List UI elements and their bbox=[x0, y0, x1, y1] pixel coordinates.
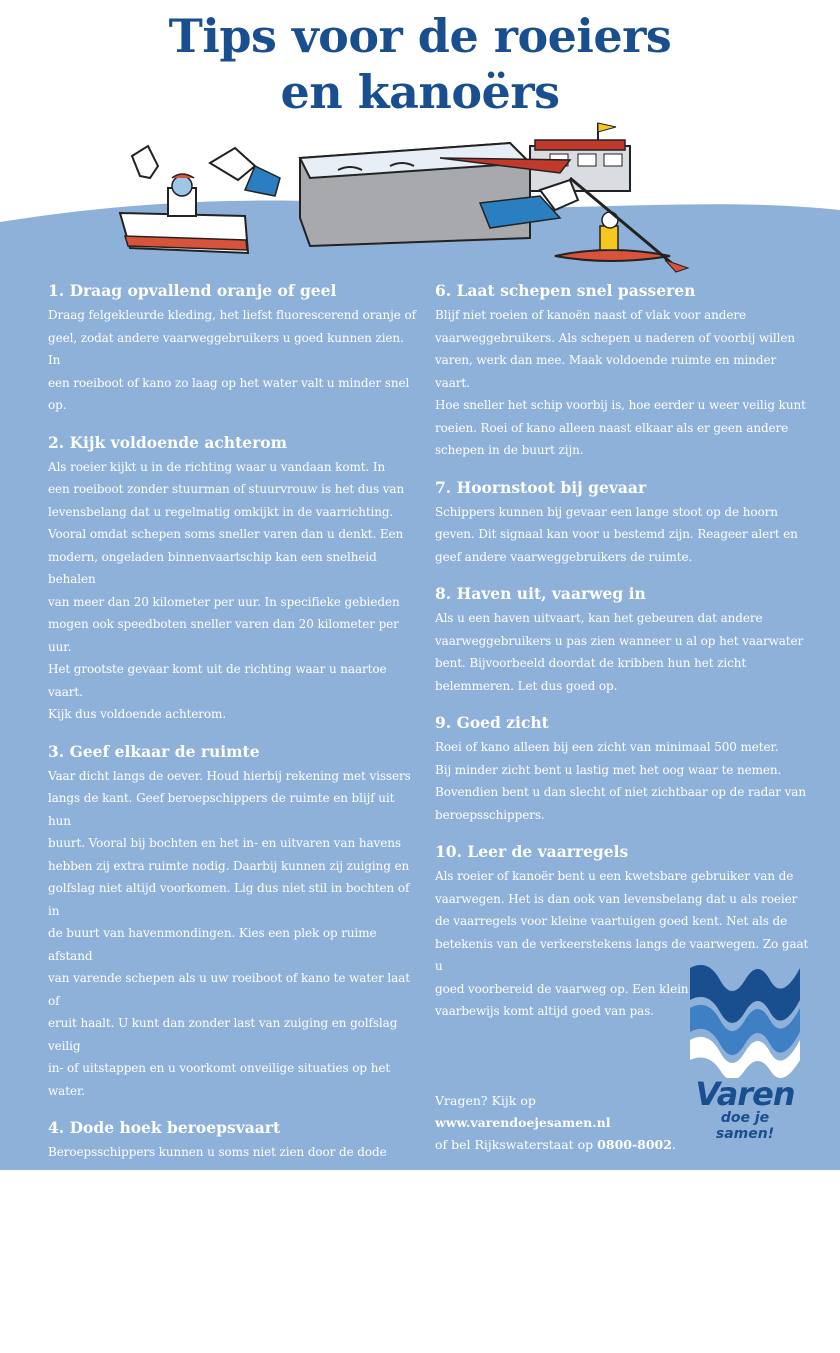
tip-line: Als roeier of kanoër bent u een kwetsbare gebruiker van de bbox=[435, 869, 794, 883]
tip-line: de vaarregels voor kleine vaartuigen goed kent. Net als de bbox=[435, 914, 788, 928]
tip-line: Beroepsschippers kunnen u soms niet zien door de dode bbox=[48, 1145, 387, 1159]
tip-heading: 10. Leer de vaarregels bbox=[435, 842, 629, 861]
tip-line: Het grootste gevaar komt uit de richting waar u naartoe vaart. bbox=[48, 662, 387, 699]
tip-section bbox=[435, 712, 810, 826]
tip-line: beroepsschippers. bbox=[435, 807, 545, 822]
tip-line: levensbelang dat u regelmatig omkijkt in de vaarrichting. bbox=[48, 504, 394, 519]
boats-illustration bbox=[110, 118, 710, 278]
tip-body bbox=[48, 1141, 418, 1254]
tip-line: Bij minder zicht bent u lastig met het oog waar te nemen. bbox=[435, 762, 782, 777]
tip-section bbox=[435, 280, 810, 462]
tip-line: golfslag niet altijd voorkomen. Lig dus niet stil in bochten of in bbox=[48, 881, 410, 918]
tip-heading: 7. Hoornstoot bij gevaar bbox=[435, 477, 647, 497]
tip-body bbox=[48, 456, 418, 726]
tip-heading: 4. Dode hoek beroepsvaart bbox=[48, 1118, 281, 1137]
tip-line: Kijk dus voldoende achterom. bbox=[48, 707, 227, 721]
tip-line: bent en wijk daar niet abrupt van af. bbox=[48, 1319, 267, 1333]
tips-right-column bbox=[435, 280, 810, 1038]
tip-heading: 2. Kijk voldoende achterom bbox=[48, 432, 287, 452]
tip-body bbox=[48, 304, 418, 417]
tip-line: modern, ongeladen binnenvaartschip kan een snelheid behalen bbox=[48, 549, 377, 586]
tip-line: Als u een haven uitvaart, kan het gebeuren dat andere bbox=[435, 611, 763, 625]
title-line-1: Tips voor de roeiers bbox=[168, 9, 672, 63]
tip-section bbox=[435, 583, 810, 697]
contact-info bbox=[435, 1090, 715, 1156]
tip-line: bent. Bijvoorbeeld doordat de kribben hun het zicht bbox=[435, 656, 747, 670]
tip-body bbox=[48, 1293, 418, 1338]
contact-line-1 bbox=[435, 1090, 715, 1134]
tip-line: Hoe sneller het schip voorbij is, hoe eerder u weer veilig kunt bbox=[435, 398, 806, 412]
tip-section bbox=[48, 1269, 418, 1338]
tip-line: mogen ook speedboten sneller varen dan 20 kilometer per uur. bbox=[48, 617, 399, 654]
tip-line: goed voorbereid de vaarweg op. Een klein bbox=[435, 981, 689, 996]
tip-heading: 3. Geef elkaar de ruimte bbox=[48, 741, 260, 761]
title-line-2: en kanoërs bbox=[280, 65, 560, 119]
tip-body bbox=[435, 736, 810, 826]
tip-section bbox=[48, 741, 418, 1103]
logo-word: Varen bbox=[695, 1075, 795, 1113]
logo-tagline: doe je samen! bbox=[715, 1110, 775, 1142]
tip-line: hebben zij extra ruimte nodig. Daarbij kunnen zij zuiging en bbox=[48, 858, 410, 873]
tip-line: Draag felgekleurde kleding, het liefst fluorescerend oranje of bbox=[48, 308, 416, 322]
tip-line: Roei of kano alleen bij een zicht van minimaal 500 meter. bbox=[435, 740, 779, 754]
tip-line: van meer dan 20 kilometer per uur. In specifieke gebieden bbox=[48, 594, 400, 609]
motorboat-icon bbox=[120, 146, 280, 253]
tip-line: roeien. Roei of kano alleen naast elkaar als er geen andere bbox=[435, 420, 789, 435]
tip-heading: 5. Duidelijke koers bbox=[48, 1269, 213, 1289]
tip-section bbox=[48, 280, 418, 417]
tip-line: van varende schepen als u uw roeiboot of kano te water laat of bbox=[48, 971, 410, 1008]
tip-line: eruit haalt. U kunt dan zonder last van zuiging en golfslag veilig bbox=[48, 1016, 398, 1053]
tip-line: langs de kant. Geef beroepschippers de ruimte en blijf uit hun bbox=[48, 791, 395, 828]
tip-line: betekenis van de verkeerstekens langs de vaarwegen. Zo gaat u bbox=[435, 936, 809, 973]
tip-line: vaarbewijs komt altijd goed van pas. bbox=[435, 1004, 654, 1018]
tip-line: Als roeier kijkt u in de richting waar u vandaan komt. In bbox=[48, 459, 386, 474]
tip-line: Blijf niet roeien of kanoën naast of vlak voor andere bbox=[435, 308, 746, 322]
tip-section bbox=[435, 477, 810, 569]
tip-line: een roeiboot zonder stuurman of stuurvrouw is het dus van bbox=[48, 482, 405, 496]
tip-line: in- of uitstappen en u voorkomt onveilige situaties op het water. bbox=[48, 1061, 391, 1098]
tip-line: vaarweggebruikers u pas zien wanneer u al op het vaarwater bbox=[435, 633, 804, 648]
tip-heading: 6. Laat schepen snel passeren bbox=[435, 281, 696, 300]
phone-number: 0800-8002 bbox=[597, 1137, 672, 1152]
contact-line-1-prefix: Vragen? Kijk op bbox=[435, 1093, 536, 1108]
tip-section bbox=[48, 432, 418, 726]
varen-logo bbox=[690, 960, 800, 1140]
tip-line: belemmeren. Let dus goed op. bbox=[435, 678, 618, 693]
tip-line: een roeiboot of kano zo laag op het water valt u minder snel op. bbox=[48, 375, 410, 412]
page-title bbox=[0, 8, 840, 120]
tip-line: Vooral omdat schepen soms sneller varen dan u denkt. Een bbox=[48, 527, 404, 541]
tip-body bbox=[435, 501, 810, 569]
tip-body bbox=[48, 765, 418, 1103]
tip-line: stuurhut van het schip kunt zien, kan de schipper u ook zien! bbox=[48, 1235, 415, 1249]
tip-line: Laat met uw koers en snelheid duidelijk zien wat u van plan bbox=[48, 1296, 408, 1311]
tip-line: buurt. Vooral bij bochten en het in- en uitvaren van havens bbox=[48, 836, 401, 850]
tip-line: vaarweggebruikers. Als schepen u naderen of voorbij willen bbox=[435, 330, 795, 345]
tip-line: schepen in de buurt zijn. bbox=[435, 443, 584, 457]
tip-line: en snelheid zo aan dat u buiten de dode hoek blijft. Als u de bbox=[48, 1212, 407, 1227]
tip-heading: 8. Haven uit, vaarweg in bbox=[435, 584, 646, 603]
barge-icon bbox=[300, 123, 630, 246]
tip-heading: 9. Goed zicht bbox=[435, 713, 549, 732]
contact-line-2-prefix: of bel Rijkswaterstaat op bbox=[435, 1137, 598, 1152]
tip-line: Vaar dicht langs de oever. Houd hierbij rekening met vissers bbox=[48, 768, 411, 783]
tip-line: de buurt van havenmondingen. Kies een plek op ruime afstand bbox=[48, 926, 377, 963]
tip-line: Schippers kunnen bij gevaar een lange stoot op de hoorn bbox=[435, 504, 778, 519]
tip-body bbox=[435, 304, 810, 462]
tip-line: Bovendien bent u dan slecht of niet zichtbaar op de radar van bbox=[435, 785, 806, 799]
tip-line: hoek voor hun vaartuig. Die kan maar liefst 350 meter lang bbox=[48, 1167, 405, 1182]
tip-line: geven. Dit signaal kan voor u bestemd zijn. Reageer alert en bbox=[435, 527, 798, 541]
tip-line: geel, zodat andere vaarweggebruikers u goed kunnen zien. In bbox=[48, 330, 404, 367]
tip-line: vaarwegen. Het is dan ook van levensbelang dat u als roeier bbox=[435, 891, 798, 906]
tip-line: varen, werk dan mee. Maak voldoende ruimte en minder vaart. bbox=[435, 353, 777, 390]
tip-section bbox=[48, 1117, 418, 1254]
tip-body bbox=[435, 607, 810, 697]
wave-logo-icon bbox=[690, 960, 800, 1078]
tip-line: zijn. Ofwel, drie voetbalvelden achter elkaar! Pas uw koers bbox=[48, 1190, 402, 1204]
contact-line-2 bbox=[435, 1134, 715, 1156]
contact-line-2-suffix: . bbox=[671, 1137, 676, 1152]
tip-heading: 1. Draag opvallend oranje of geel bbox=[48, 281, 337, 300]
tips-left-column bbox=[48, 280, 418, 1353]
tip-line: geef andere vaarweggebruikers de ruimte. bbox=[435, 549, 693, 564]
website-link[interactable]: www.varendoejesamen.nl bbox=[435, 1115, 611, 1130]
